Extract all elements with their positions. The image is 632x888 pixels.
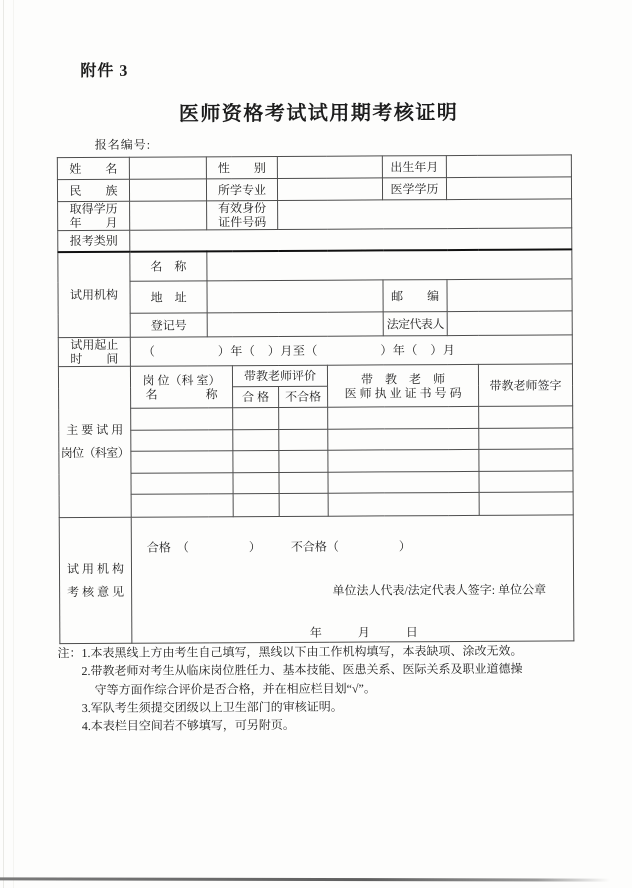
name-label: 姓 名 xyxy=(57,157,129,179)
row-grad-id xyxy=(58,199,572,231)
gender-value-cell xyxy=(277,156,382,179)
page-title: 医师资格考试试用期考核证明 xyxy=(178,102,459,126)
col-header-fail: 不合格 xyxy=(279,386,328,407)
assessment-result-line: 合格 （ ） 不合格（ ） xyxy=(146,539,411,555)
ethnicity-label: 民 族 xyxy=(57,179,129,201)
org-postcode-label: 邮 编 xyxy=(383,280,447,312)
col-header-position-name: 岗 位（科 室） 名 称 xyxy=(130,366,232,409)
org-address-value-cell xyxy=(207,280,383,313)
notes-section xyxy=(57,642,537,736)
birth-value-cell xyxy=(446,155,571,178)
gender-label: 性 别 xyxy=(206,156,277,178)
row-org-name xyxy=(58,249,572,282)
org-regno-value-cell xyxy=(207,312,383,337)
org-legal-rep-value-cell xyxy=(447,311,572,336)
position-row xyxy=(59,492,573,518)
attachment-label: 附件 3 xyxy=(80,62,129,80)
name-value-cell xyxy=(129,157,206,179)
position-row xyxy=(59,449,573,474)
assessment-signature-line: 单位法人代表/法定代表人签字: 单位公章 xyxy=(332,582,547,598)
row-name xyxy=(57,155,571,180)
col-header-cert-number: 带 教 老 师 医 师 执 业 证 书 号 码 xyxy=(327,364,478,407)
row-category xyxy=(58,228,572,252)
row-positions-header-1 xyxy=(58,364,572,388)
position-row xyxy=(59,428,573,452)
note-item-1: 1.本表黑线上方由考生自己填写，黑线以下由工作机构填写，本表缺项、涂改无效。 xyxy=(81,643,523,660)
col-header-teacher-eval: 带教老师评价 xyxy=(232,365,327,386)
grad-date-label: 取得学历 年 月 xyxy=(58,201,130,230)
position-row xyxy=(59,406,573,431)
position-row xyxy=(59,471,573,495)
org-name-value-cell xyxy=(207,249,572,281)
category-label: 报考类别 xyxy=(58,230,130,251)
row-period xyxy=(58,335,572,367)
assessment-form-table xyxy=(57,154,575,644)
ethnicity-value-cell xyxy=(129,179,206,201)
birth-label: 出生年月 xyxy=(382,156,446,178)
org-regno-label: 登记号 xyxy=(130,313,207,337)
grad-date-value-cell xyxy=(130,201,207,230)
row-assessment xyxy=(59,515,574,644)
id-number-value-cell xyxy=(278,199,572,230)
row-ethnicity xyxy=(57,177,571,202)
notes-label: 注： xyxy=(57,645,82,661)
org-name-label: 名 称 xyxy=(130,251,207,281)
note-item-2: 2.带教老师对考生从临床岗位胜任力、基本技能、医患关系、医际关系及职业道德操守等方面作综合评价是否合格，并在相应栏目划“√”。 xyxy=(81,661,523,697)
education-value-cell xyxy=(446,177,571,200)
assessment-content-cell xyxy=(131,515,574,643)
assessment-date-line: 年 月 日 xyxy=(309,625,418,640)
row-org-address xyxy=(58,279,572,314)
org-postcode-value-cell xyxy=(447,279,572,312)
major-value-cell xyxy=(277,178,382,201)
col-header-teacher-signature: 带教老师签字 xyxy=(478,364,572,406)
category-value-cell xyxy=(130,228,572,251)
registration-number-label: 报名编号: xyxy=(94,137,152,152)
major-label: 所学专业 xyxy=(206,178,277,200)
notes-list xyxy=(81,642,531,736)
positions-section-label: 主 要 试 用 岗位（科室） xyxy=(58,366,131,517)
period-value: （ ）年（ ）月至（ ）年（ ）月 xyxy=(130,335,572,366)
note-item-3: 3.军队考生须提交团级以上卫生部门的审核证明。 xyxy=(81,699,343,715)
id-number-label: 有效身份 证件号码 xyxy=(207,200,278,229)
col-header-pass: 合 格 xyxy=(233,386,279,407)
education-label: 医学学历 xyxy=(382,178,446,200)
org-legal-rep-label: 法定代表人 xyxy=(383,312,447,336)
assessment-section-label: 试 用 机 构 考 核 意 见 xyxy=(59,517,132,643)
note-item-4: 4.本表栏目空间若不够填写，可另附页。 xyxy=(81,718,295,734)
org-section-label: 试用机构 xyxy=(58,251,130,337)
org-address-label: 地 址 xyxy=(130,281,207,313)
row-org-regno xyxy=(58,311,572,338)
period-label: 试用起止 时 间 xyxy=(58,337,130,366)
